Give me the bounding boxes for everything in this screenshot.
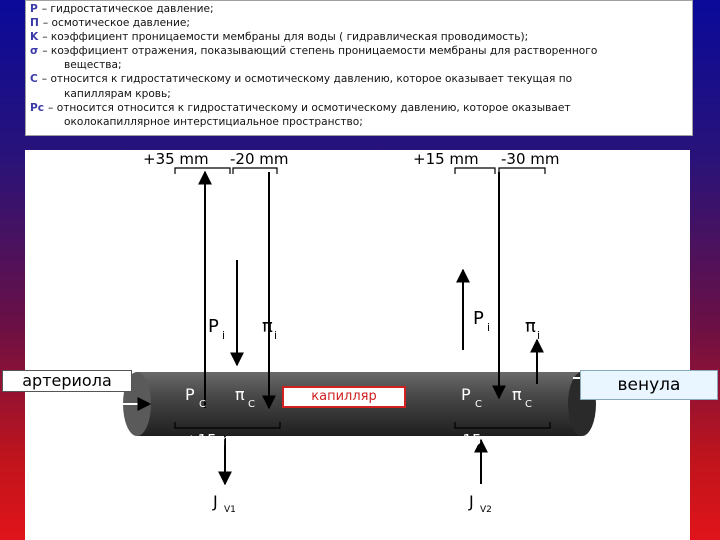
legend-text: – коэффициент отражения, показывающий степень проницаемости мембраны для растворенного (42, 45, 598, 58)
jv1-sub: V1 (224, 505, 236, 515)
legend-text: – осмотическое давление; (42, 17, 190, 30)
pii-sub-left: i (274, 329, 278, 342)
pi-sub-right: i (487, 321, 491, 334)
legend-row-k (30, 30, 688, 44)
pi-label-right: P (473, 308, 484, 329)
left-top-value-a: +35 mm (143, 150, 209, 168)
jv2-sub: V2 (480, 505, 492, 515)
pic-label-right: π (512, 385, 522, 404)
legend-symbol: P (30, 3, 38, 15)
legend-symbol: C (30, 73, 38, 86)
pc-sub-left: C (199, 399, 206, 410)
pii-label-left: π (262, 316, 273, 337)
legend-row-pc (30, 101, 688, 129)
legend-panel (25, 0, 693, 136)
left-bottom-value: +15 mm (185, 431, 251, 449)
legend-text-cont: капиллярам кровь; (64, 87, 171, 100)
pic-sub-left: C (248, 399, 255, 410)
pc-label-right: P (461, 385, 471, 404)
legend-text: – относится к гидростатическому и осмотическому давлению, которое оказывает текущая по (41, 73, 573, 86)
pic-label-left: π (235, 385, 245, 404)
jv1-label: J (213, 492, 218, 511)
right-top-value-b: -30 mm (501, 150, 560, 168)
pic-sub-right: C (525, 399, 532, 410)
jv2-label: J (469, 492, 474, 511)
legend-row-p (30, 2, 688, 16)
diagram-svg (25, 150, 690, 540)
legend-text: – относится относится к гидростатическому и осмотическому давлению, которое оказывает (48, 101, 571, 114)
legend-symbol: K (30, 31, 39, 44)
pc-label-left: P (185, 385, 195, 404)
legend-text: – гидростатическое давление; (41, 3, 214, 15)
pii-sub-right: i (537, 329, 541, 342)
pii-label-right: π (525, 316, 536, 337)
left-top-value-b: -20 mm (230, 150, 289, 168)
legend-symbol: П (30, 17, 39, 30)
arteriola-label: артериола (2, 370, 132, 392)
right-top-value-a: +15 mm (413, 150, 479, 168)
right-bottom-value: –15 mm (455, 431, 516, 449)
kapillyar-label: капилляр (282, 386, 406, 408)
legend-text: – коэффициент проницаемости мембраны для воды ( гидравлическая проводимость); (42, 31, 529, 44)
legend-row-pi (30, 16, 688, 30)
venula-label: венула (580, 370, 718, 400)
pc-sub-right: C (475, 399, 482, 410)
legend-symbol: Pc (30, 101, 45, 114)
legend-symbol: σ (30, 45, 39, 58)
legend-row-c (30, 72, 688, 100)
starling-diagram (25, 150, 690, 540)
pi-sub-left: i (222, 329, 226, 342)
legend-text-cont: околокапиллярное интерстициальное пространство; (64, 115, 363, 128)
bracket-left-top (175, 168, 277, 174)
legend-row-sigma (30, 44, 688, 72)
pi-label-left: P (208, 316, 219, 337)
legend-text-cont: вещества; (64, 59, 122, 72)
